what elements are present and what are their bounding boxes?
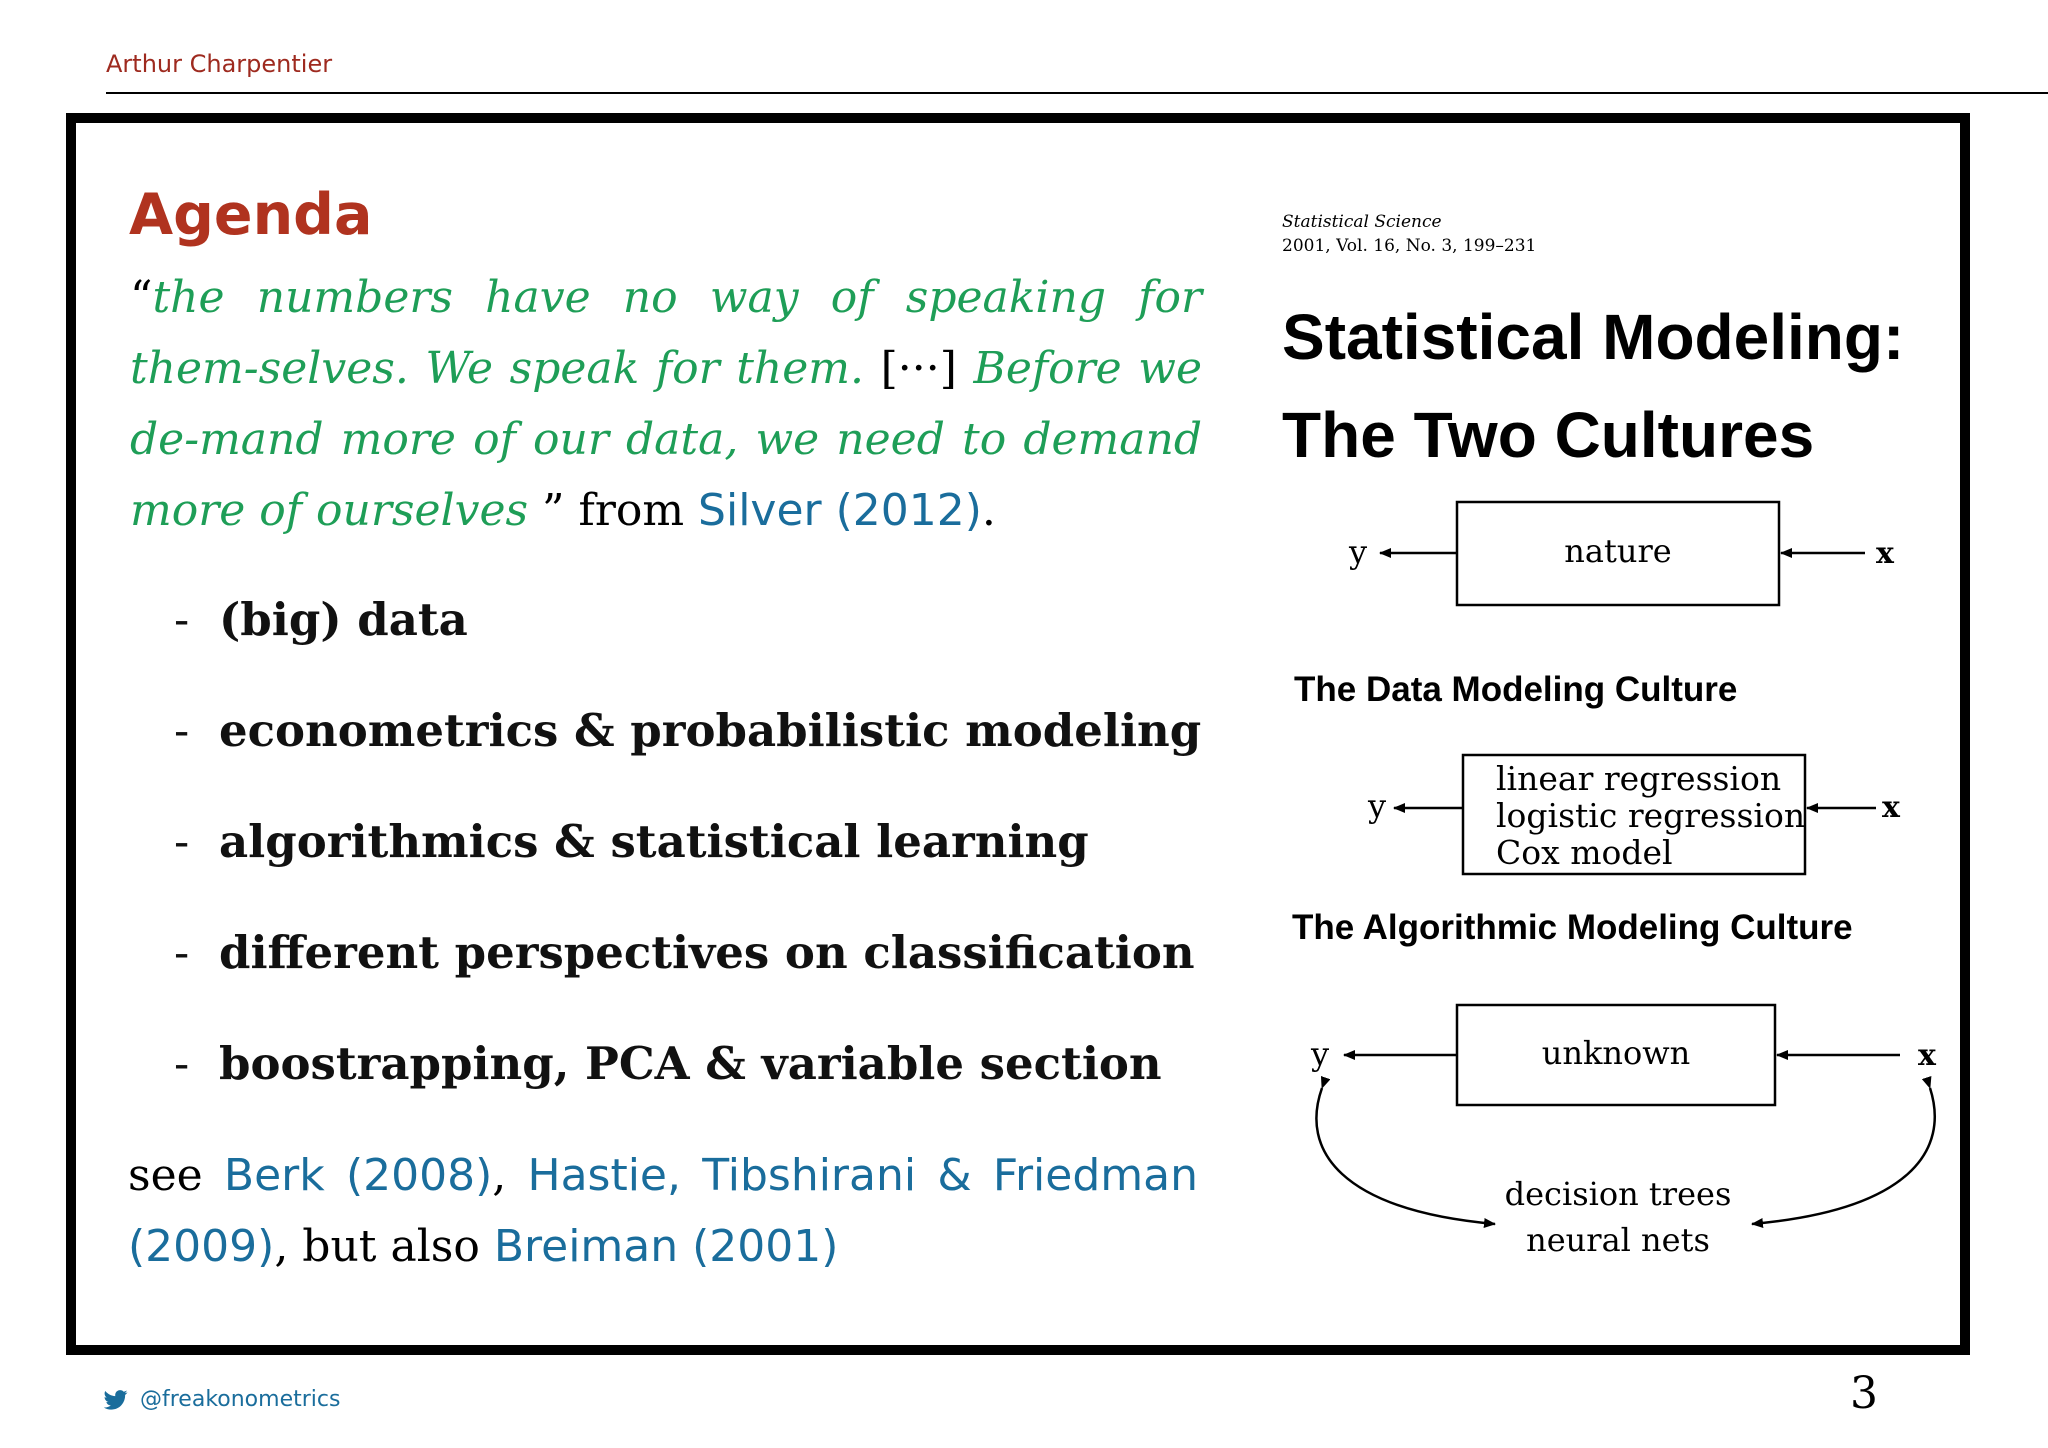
quote-text-1: the numbers have no way of speaking for them-selves. We speak for them.: [130, 272, 1202, 394]
nature-x-label: x: [1876, 536, 1894, 571]
model-label-2: logistic regression: [1496, 796, 1806, 835]
citation-silver-link[interactable]: Silver (2012): [698, 485, 982, 536]
citation-breiman-link[interactable]: Breiman (2001): [493, 1221, 839, 1272]
twitter-handle-text: @freakonometrics: [140, 1387, 341, 1412]
agenda-item: [174, 691, 1201, 802]
author-name: Arthur Charpentier: [106, 50, 333, 78]
agenda-item-text: algorithmics & statistical learning: [219, 815, 1089, 868]
agenda-item: [174, 580, 1201, 691]
agenda-list: [174, 580, 1201, 1135]
references-but-also: , but also: [274, 1221, 494, 1272]
algorithmic-modeling-culture-heading: The Algorithmic Modeling Culture: [1292, 908, 1853, 947]
unknown-x-label: x: [1918, 1038, 1936, 1073]
quote-paragraph: [130, 262, 1202, 546]
references-paragraph: [128, 1140, 1198, 1282]
twitter-bird-icon: [104, 1390, 128, 1410]
quote-open: “: [130, 272, 153, 323]
citation-berk-link[interactable]: Berk (2008): [223, 1150, 493, 1201]
model-label-1: linear regression: [1496, 759, 1782, 798]
citation-hastie-link[interactable]: Hastie, Tibshirani & Friedman (2009): [128, 1150, 1198, 1272]
agenda-item: [174, 913, 1201, 1024]
neural-nets-label: neural nets: [1526, 1221, 1710, 1259]
bullet-marker: -: [174, 815, 190, 868]
agenda-item-text: boostrapping, PCA & variable section: [219, 1037, 1162, 1090]
data-modeling-culture-heading: The Data Modeling Culture: [1294, 670, 1738, 709]
data-model-x-label: x: [1882, 790, 1900, 825]
bullet-marker: -: [174, 704, 190, 757]
bullet-marker: -: [174, 926, 190, 979]
decision-trees-label: decision trees: [1504, 1175, 1732, 1213]
references-separator: ,: [492, 1150, 528, 1201]
agenda-item: [174, 802, 1201, 913]
right-curved-arrow: [1752, 1088, 1935, 1224]
nature-y-label: y: [1348, 533, 1368, 571]
twitter-handle-link[interactable]: [104, 1387, 340, 1412]
quote-end: .: [981, 485, 996, 536]
agenda-item: [174, 1024, 1201, 1135]
journal-name: Statistical Science: [1282, 212, 1442, 232]
unknown-y-label: y: [1310, 1035, 1330, 1073]
paper-title-line2: The Two Cultures: [1282, 399, 1815, 471]
paper-title-line1: Statistical Modeling:: [1282, 301, 1905, 373]
bullet-marker: -: [174, 593, 190, 646]
agenda-item-text: (big) data: [219, 593, 468, 646]
quote-close: ” from: [528, 485, 699, 536]
journal-volume: 2001, Vol. 16, No. 3, 199–231: [1282, 236, 1537, 256]
unknown-label: unknown: [1541, 1034, 1691, 1072]
quote-ellipsis: [···]: [880, 343, 957, 394]
nature-label: nature: [1564, 532, 1672, 570]
slide-title: Agenda: [129, 182, 373, 248]
two-cultures-diagram: [1270, 200, 1950, 1290]
paper-excerpt-image: [1270, 200, 1950, 1290]
references-see: see: [128, 1150, 224, 1201]
agenda-item-text: different perspectives on classification: [219, 926, 1195, 979]
page-number: 3: [1850, 1368, 1878, 1419]
data-model-y-label: y: [1367, 787, 1387, 825]
quote-text-2: Before we de-mand more of our data, we need to demand more of ourselves: [130, 343, 1202, 536]
left-curved-arrow: [1316, 1088, 1495, 1224]
model-label-3: Cox model: [1496, 833, 1673, 872]
header-rule: [106, 92, 2048, 94]
bullet-marker: -: [174, 1037, 190, 1090]
agenda-item-text: econometrics & probabilistic modeling: [219, 704, 1202, 757]
